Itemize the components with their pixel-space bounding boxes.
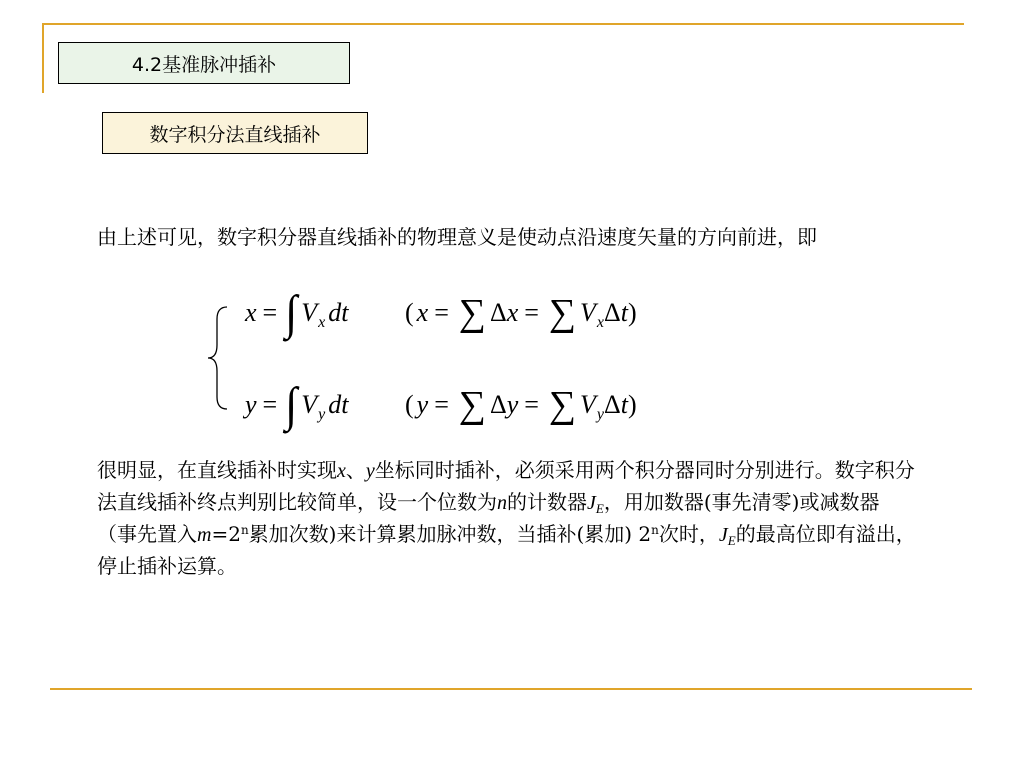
formula-y-sum: ( y = ∑ Δ y = ∑ V y Δ t ): [405, 384, 637, 426]
section-title: 4.2基准脉冲插补: [58, 42, 350, 84]
left-brace: [205, 305, 229, 411]
formula-x-sum: ( x = ∑ Δ x = ∑ V x Δ t ): [405, 292, 637, 334]
bottom-rule: [50, 688, 972, 690]
formula-y-integral: y = ∫ V y dt: [245, 377, 349, 432]
top-rule: [42, 23, 964, 25]
intro-paragraph: 由上述可见，数字积分器直线插补的物理意义是使动点沿速度矢量的方向前进，即: [97, 225, 817, 249]
topic-title: 数字积分法直线插补: [102, 112, 368, 154]
left-rule: [42, 23, 44, 93]
formula-x-integral: x = ∫ V x dt: [245, 285, 349, 340]
explanation-paragraph: 很明显，在直线插补时实现x、y坐标同时插补，必须采用两个积分器同时分别进行。数字积分法直线插补终点判别比较简单，设一个位数为n的计数器$J_E$，用加数器(事先清零)或减数器（事先置入$m=2^n$累加次数)来计算累加脉冲数，当插补(累加) 2$^n$次时，$J_E$的最高位即有溢出，停止插补运算。: [97, 458, 916, 578]
